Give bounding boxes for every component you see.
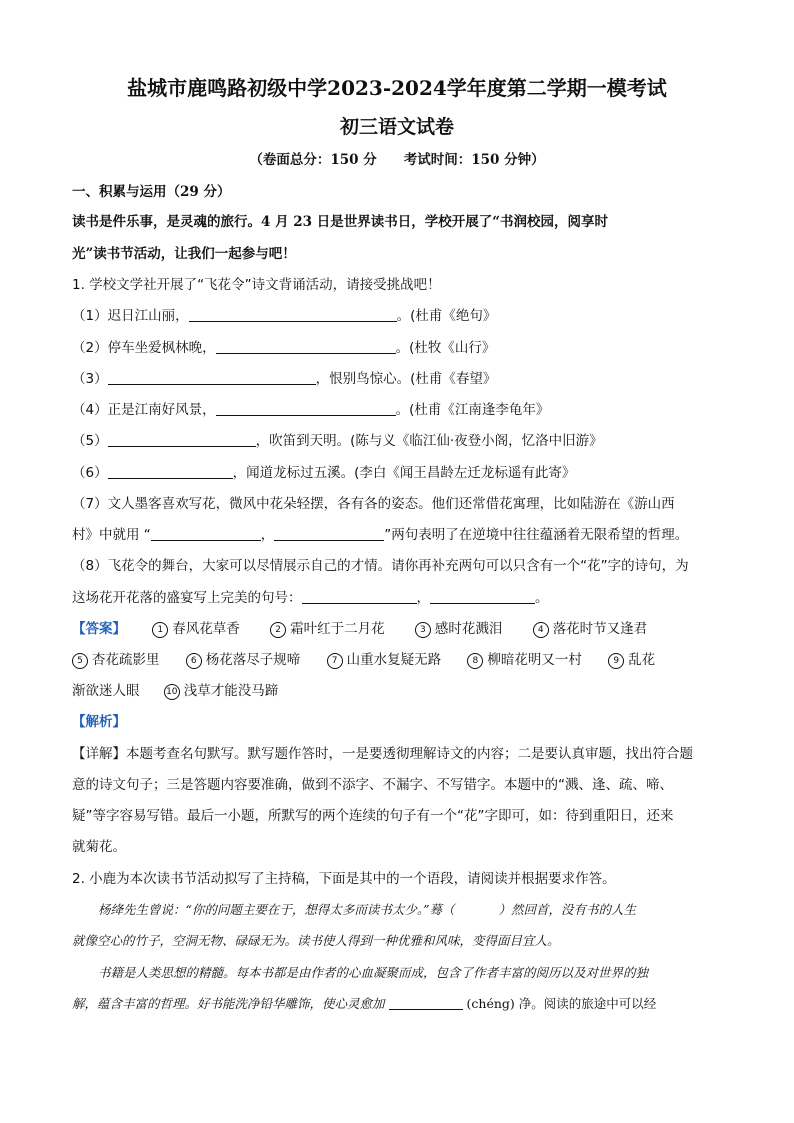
q1-item-8-line-1: （8）飞花令的舞台，大家可以尽情展示自己的才情。请你再补充两句可以只含有一个“花”字的诗句，为 [72,558,689,574]
section-heading: 一、积累与运用（29 分） [72,184,231,200]
answer-row-1 [72,620,647,638]
q1-item-6-post: ，闻道龙标过五溪。(李白《闻王昌龄左迁龙标遥有此寄》 [232,465,576,481]
answer-num-4: 4 [533,622,549,638]
answer-item-6 [186,651,301,669]
q2-passage-line-4 [72,995,656,1013]
q2-passage-4a: 解，蕴含丰富的哲理。好书能洗净铅华雕饰，使心灵愈加 [72,996,385,1011]
q1-item-8-blank-2[interactable] [430,589,535,604]
q2-char-blank[interactable] [389,995,463,1010]
section-intro-line-1: 读书是件乐事，是灵魂的旅行。4 月 23 日是世界读书日，学校开展了“书润校园，阅享时 [72,214,609,230]
answer-num-1: 1 [152,622,168,638]
q1-item-7-line-1: （7）文人墨客喜欢写花，微风中花朵轻摆，各有各的姿态。他们还常借花寓理，比如陆游在《游山西 [72,496,675,512]
q1-item-7-line-2 [72,526,688,544]
q1-item-7-pre: 村》中就用 “ [72,527,151,543]
answer-text-3: 感时花溅泪 [434,621,503,637]
answer-text-7: 山重水复疑无路 [346,652,442,668]
exam-title: 盐城市鹿鸣路初级中学2023-2024学年度第二学期一模考试 [127,76,667,100]
answer-item-8 [467,651,582,669]
answer-row-3 [72,682,278,700]
answer-item-9 [608,651,655,669]
q1-item-5-pre: （5） [72,433,108,449]
q1-item-5-blank[interactable] [108,432,256,447]
q1-item-4-blank[interactable] [216,401,396,416]
q1-item-8-mid: ， [416,590,430,606]
answer-num-2: 2 [270,622,286,638]
answer-item-7 [327,651,442,669]
q1-stem: 1. 学校文学社开展了“飞花令”诗文背诵活动，请接受挑战吧！ [72,277,441,293]
q1-item-6 [72,464,575,482]
section-intro-line-2: 光”读书节活动，让我们一起参与吧！ [72,246,296,262]
q2-passage-1a: 杨绛先生曾说：“你的问题主要在于，想得太多而读书太少。”蓦（ [98,902,455,917]
q1-item-7-blank-2[interactable] [274,526,384,541]
q1-item-3 [72,370,496,388]
answer-label: 【答案】 [72,621,126,637]
q1-item-8-pre: 这场花开花落的盛宴写上完美的句号： [72,590,302,606]
analysis-line-1: 【详解】本题考查名句默写。默写题作答时，一是要透彻理解诗文的内容；二是要认真审题，找出符合题 [72,746,693,762]
q1-item-4-pre: （4）正是江南好风景， [72,402,216,418]
q1-item-1-pre: （1）迟日江山丽， [72,308,189,324]
q1-item-5 [72,432,603,450]
exam-meta: （卷面总分：150 分 考试时间：150 分钟） [249,152,545,168]
q2-passage-4b: (chéng) 净。阅读的旅途中可以经 [466,996,657,1011]
answer-text-1: 春风花草香 [172,621,240,637]
q1-item-3-pre: （3） [72,371,108,387]
exam-subtitle: 初三语文试卷 [339,116,454,138]
q1-item-8-line-2 [72,589,549,607]
analysis-line-2: 意的诗文句子；三是答题内容要准确，做到不添字、不漏字、不写错字。本题中的“溅、逢、疏、啼、 [72,777,673,793]
answer-item-5 [72,651,160,669]
answer-num-5: 5 [72,653,88,669]
q1-item-6-pre: （6） [72,465,108,481]
answer-row-2 [72,651,655,669]
q1-item-2-blank[interactable] [216,339,396,354]
answer-num-10: 10 [164,684,180,700]
q1-item-3-blank[interactable] [108,370,316,385]
analysis-line-3: 疑”等字容易写错。最后一小题，所默写的两个连续的句子有一个“花”字即可，如：待到重阳日，还来 [72,808,674,824]
q1-item-2-pre: （2）停车坐爱枫林晚， [72,340,216,356]
q1-item-7-blank-1[interactable] [151,526,261,541]
answer-item-4 [533,620,648,638]
answer-text-6: 杨花落尽子规啼 [205,652,301,668]
q1-item-8-blank-1[interactable] [302,589,417,604]
q1-item-6-blank[interactable] [108,464,233,479]
analysis-label: 【解析】 [72,714,126,730]
answer-num-8: 8 [467,653,483,669]
answer-item-10 [164,682,279,700]
answer-item-2 [270,620,385,638]
q2-passage-line-1 [98,901,636,919]
q2-passage-1b: ）然回首，没有书的人生 [498,902,637,917]
q1-item-2 [72,339,495,357]
answer-num-9: 9 [608,653,624,669]
q1-item-1-post: 。(杜甫《绝句》 [396,308,497,324]
answer-text-10: 浅草才能没马蹄 [183,683,279,699]
answer-text-9-cont: 渐欲迷人眼 [72,683,140,699]
q1-item-1 [72,307,496,325]
analysis-line-4: 就菊花。 [72,839,126,855]
q1-item-4-post: 。(杜甫《江南逢李龟年》 [395,402,550,418]
answer-item-1 [152,620,240,638]
q1-item-5-post: ，吹笛到天明。(陈与义《临江仙·夜登小阁，忆洛中旧游》 [255,433,603,449]
q1-item-4 [72,401,549,419]
q1-item-7-post: ”两句表明了在逆境中往往蕴涵着无限希望的哲理。 [384,527,689,543]
answer-text-2: 霜叶红于二月花 [290,621,385,637]
answer-num-6: 6 [186,653,202,669]
answer-text-5: 杏花疏影里 [92,652,160,668]
q2-stem: 2. 小鹿为本次读书节活动拟写了主持稿，下面是其中的一个语段，请阅读并根据要求作答。 [72,871,616,887]
answer-item-3 [415,620,503,638]
answer-text-8: 柳暗花明又一村 [487,652,582,668]
q1-item-8-post: 。 [535,590,549,606]
q1-item-3-post: ，恨别鸟惊心。(杜甫《春望》 [315,371,497,387]
answer-num-3: 3 [415,622,431,638]
q1-item-7-mid: ， [260,527,275,543]
q1-item-1-blank[interactable] [189,307,397,322]
q1-item-2-post: 。(杜牧《山行》 [395,340,496,356]
answer-num-7: 7 [327,653,343,669]
q2-passage-line-2: 就像空心的竹子，空洞无物、碌碌无为。读书使人得到一种优雅和风味，变得面目宜人。 [72,933,560,948]
answer-text-4: 落花时节又逢君 [552,621,648,637]
q2-passage-line-3: 书籍是人类思想的精髓。每本书都是由作者的心血凝聚而成，包含了作者丰富的阅历以及对世界的独 [98,965,649,980]
answer-text-9: 乱花 [628,652,656,668]
